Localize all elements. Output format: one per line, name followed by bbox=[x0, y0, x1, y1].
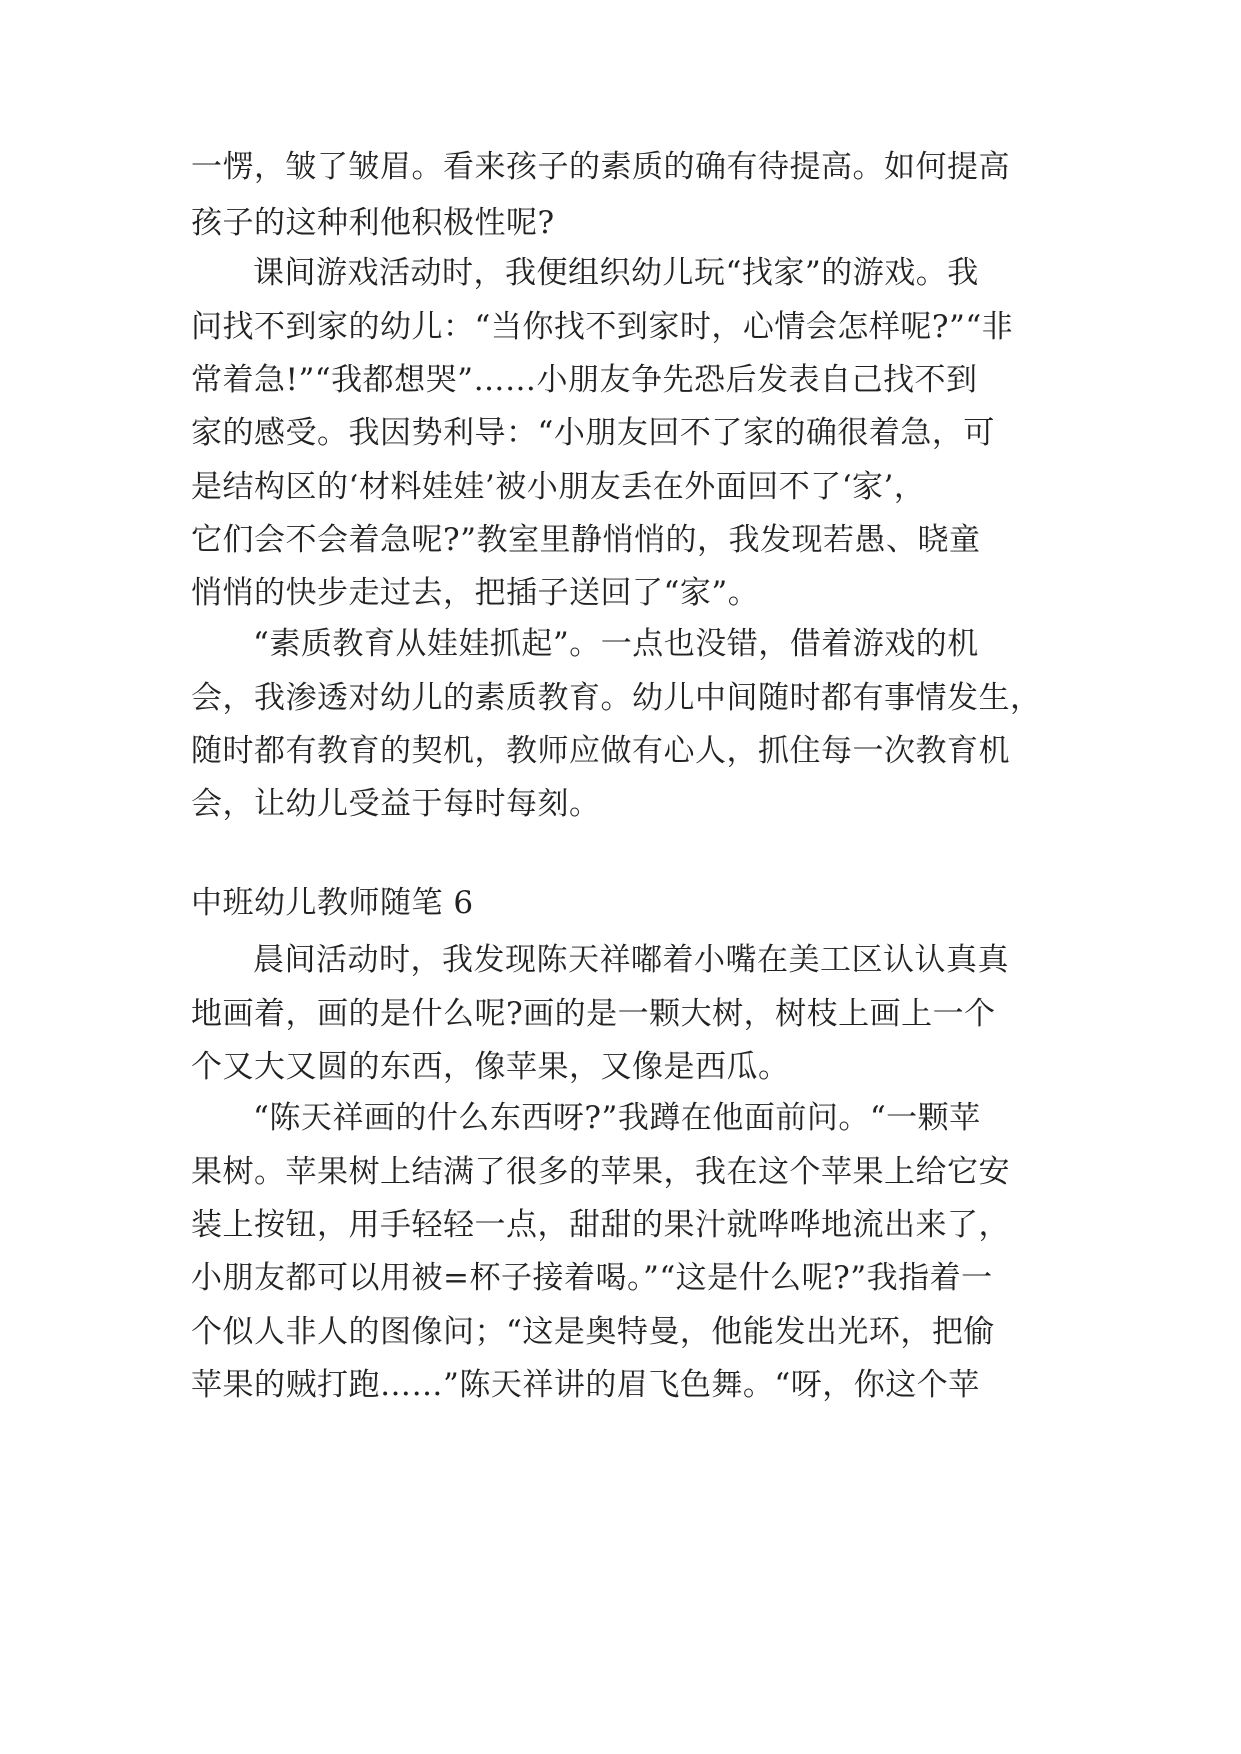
paragraph-line: “素质教育从娃娃抓起”。一点也没错，借着游戏的机 bbox=[253, 626, 979, 662]
paragraph-line: 悄悄的快步走过去，把插子送回了“家”。 bbox=[191, 575, 760, 611]
paragraph-line: 它们会不会着急呢?”教室里静悄悄的，我发现若愚、晓童 bbox=[191, 522, 981, 558]
paragraph-line: 会，我渗透对幼儿的素质教育。幼儿中间随时都有事情发生， bbox=[191, 680, 1042, 716]
paragraph-line: 是结构区的‘材料娃娃’被小朋友丢在外面回不了‘家’， bbox=[191, 469, 926, 505]
paragraph-line: 晨间活动时，我发现陈天祥嘟着小嘴在美工区认认真真 bbox=[253, 942, 1009, 978]
paragraph-line: 苹果的贼打跑……”陈天祥讲的眉飞色舞。“呀，你这个苹 bbox=[191, 1367, 980, 1403]
paragraph-line: 常着急!”“我都想哭”……小朋友争先恐后发表自己找不到 bbox=[191, 362, 978, 398]
paragraph-line: 小朋友都可以用被=杯子接着喝。”“这是什么呢?”我指着一 bbox=[191, 1260, 993, 1296]
paragraph-line: 个又大又圆的东西，像苹果，又像是西瓜。 bbox=[191, 1049, 790, 1085]
paragraph-line: 问找不到家的幼儿：“当你找不到家时，心情会怎样呢?”“非 bbox=[191, 309, 1014, 345]
paragraph-line: 个似人非人的图像问；“这是奥特曼，他能发出光环，把偷 bbox=[191, 1314, 995, 1350]
paragraph-line: 会，让幼儿受益于每时每刻。 bbox=[191, 786, 601, 822]
paragraph-line: 地画着，画的是什么呢?画的是一颗大树，树枝上画上一个 bbox=[191, 996, 996, 1032]
paragraph-line: 课间游戏活动时，我便组织幼儿玩“找家”的游戏。我 bbox=[253, 255, 979, 291]
paragraph-line: 家的感受。我因势利导：“小朋友回不了家的确很着急，可 bbox=[191, 415, 995, 451]
paragraph-line: 果树。苹果树上结满了很多的苹果，我在这个苹果上给它安 bbox=[191, 1154, 1010, 1190]
paragraph-line: “陈天祥画的什么东西呀?”我蹲在他面前问。“一颗苹 bbox=[253, 1100, 981, 1136]
paragraph-line: 孩子的这种利他积极性呢? bbox=[191, 205, 555, 241]
paragraph-line: 装上按钮，用手轻轻一点，甜甜的果汁就哗哗地流出来了， bbox=[191, 1207, 1010, 1243]
section-title: 中班幼儿教师随笔 6 bbox=[191, 885, 474, 921]
paragraph-line: 随时都有教育的契机，教师应做有心人，抓住每一次教育机 bbox=[191, 733, 1010, 769]
paragraph-line: 一愣，皱了皱眉。看来孩子的素质的确有待提高。如何提高 bbox=[191, 149, 1010, 185]
